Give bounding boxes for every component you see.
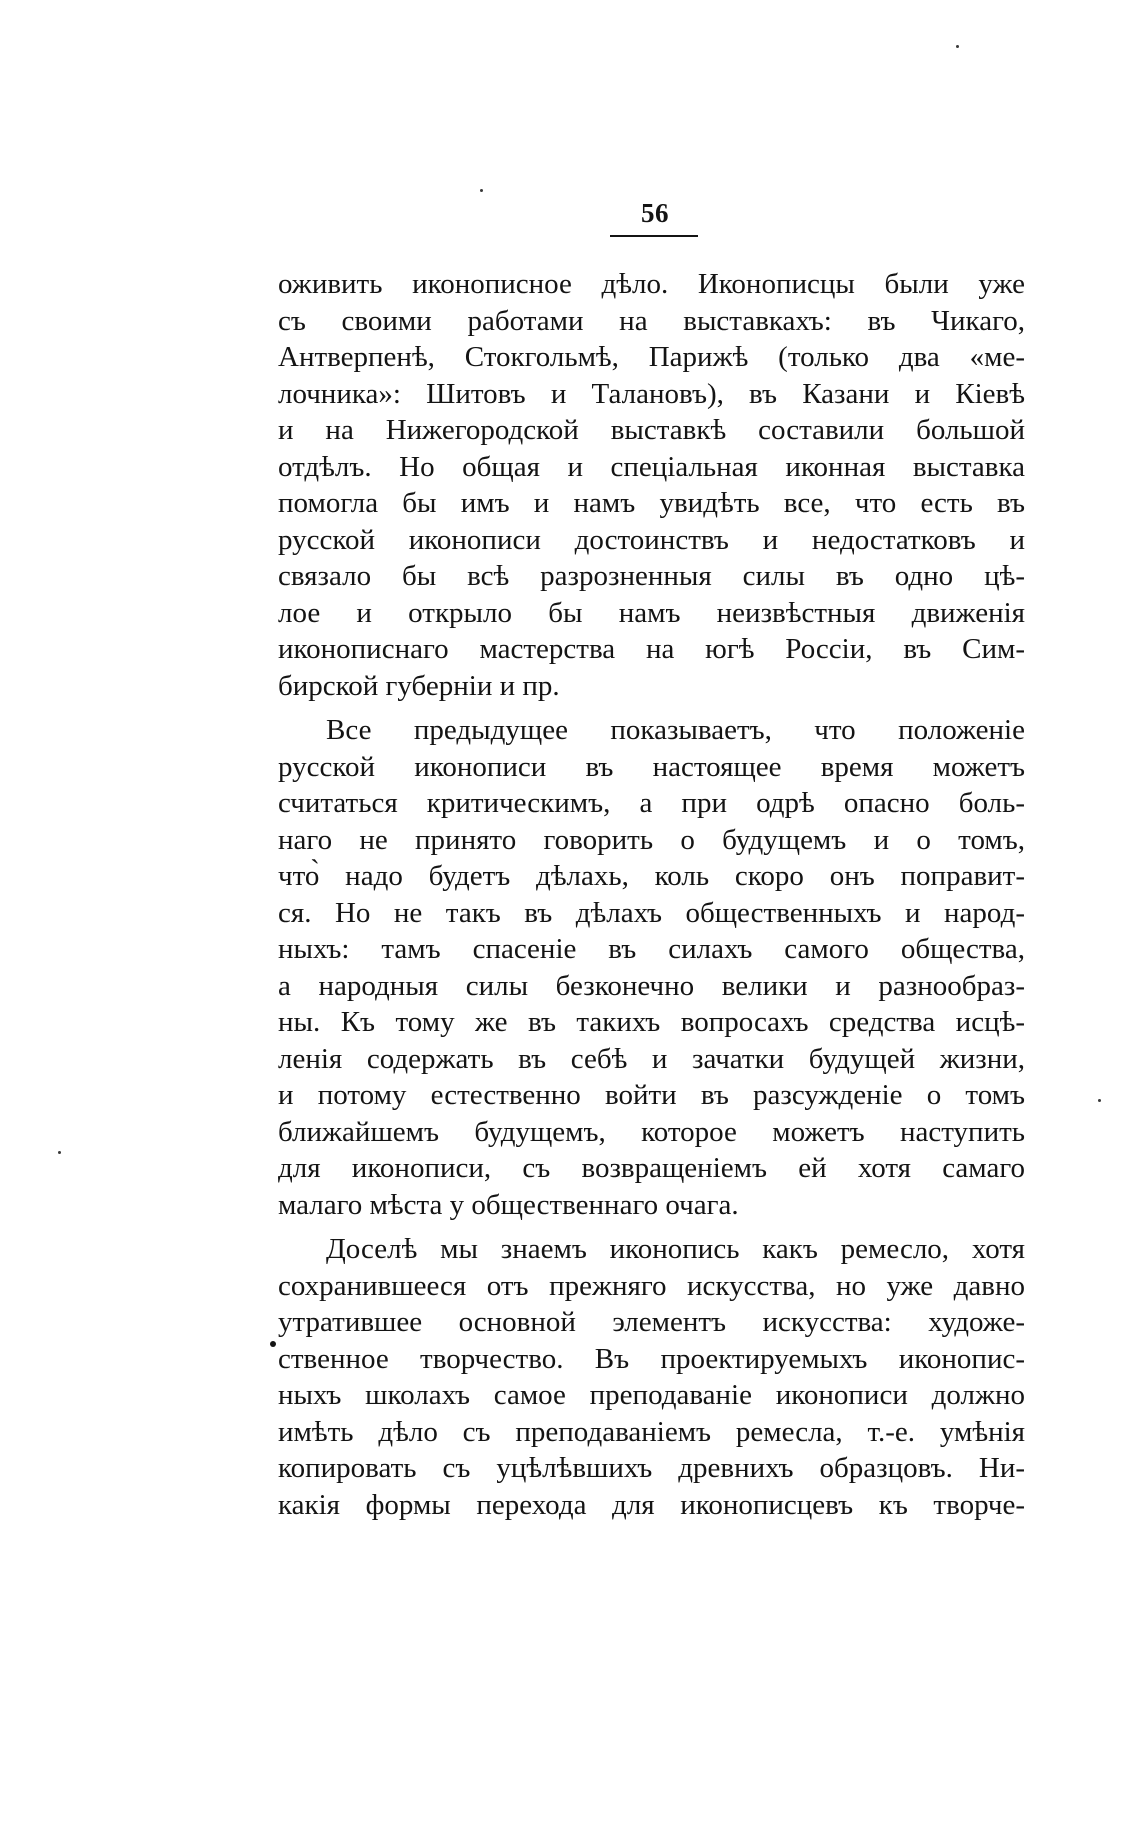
text-line: Доселѣ мы знаемъ иконопись какъ ремесло, хотя bbox=[326, 1233, 1025, 1265]
text-line: иконописнаго мастерства на югѣ Россіи, въ Сим- bbox=[278, 633, 1025, 665]
text-line: ся. Но не такъ въ дѣлахъ общественныхъ и народ- bbox=[278, 896, 1025, 929]
text-line: лое и открыло бы намъ неизвѣстныя движенія bbox=[278, 596, 1025, 629]
scan-speck bbox=[1098, 1099, 1101, 1102]
text-line: считаться критическимъ, а при одрѣ опасно боль- bbox=[278, 787, 1025, 819]
text-line: малаго мѣста у общественнаго очага. bbox=[278, 1188, 739, 1221]
text-line: связало бы всѣ разрозненныя силы въ одно цѣ- bbox=[278, 560, 1025, 592]
page-number: 56 bbox=[641, 198, 669, 228]
paragraph-gap bbox=[278, 704, 1025, 712]
text-line: копировать съ уцѣлѣвшихъ древнихъ образцовъ. Ни- bbox=[278, 1452, 1025, 1484]
text-line: ственное творчество. Въ проектируемыхъ иконопис- bbox=[278, 1342, 1025, 1375]
paragraph-1 bbox=[278, 266, 1025, 704]
text-line: и на Нижегородской выставкѣ составили большой bbox=[278, 414, 1025, 446]
text-line: русской иконописи въ настоящее время можетъ bbox=[278, 750, 1025, 783]
text-line: оживить иконописное дѣло. Иконописцы были уже bbox=[278, 268, 1025, 300]
text-line: ныхъ: тамъ спасеніе въ силахъ самого общества, bbox=[278, 933, 1025, 965]
text-line: для иконописи, съ возвращеніемъ ей хотя самаго bbox=[278, 1152, 1025, 1184]
text-line: что̀ надо будетъ дѣлахь, коль скоро онъ поправит- bbox=[278, 860, 1025, 892]
text-line: утратившее основной элементъ искусства: художе- bbox=[278, 1306, 1025, 1338]
text-line: русской иконописи достоинствъ и недостатковъ и bbox=[278, 523, 1025, 556]
text-line: сохранившееся отъ прежняго искусства, но уже давно bbox=[278, 1269, 1025, 1302]
text-line: ближайшемъ будущемъ, которое можетъ наступить bbox=[278, 1115, 1025, 1148]
margin-dot bbox=[270, 1341, 276, 1347]
text-line: Все предыдущее показываетъ, что положеніе bbox=[326, 714, 1025, 746]
paragraph-2 bbox=[278, 712, 1025, 1223]
page-number-rule bbox=[610, 235, 698, 237]
text-line: ны. Къ тому же въ такихъ вопросахъ средства исцѣ- bbox=[278, 1006, 1025, 1038]
text-line: а народныя силы безконечно велики и разнообраз- bbox=[278, 969, 1025, 1002]
text-line: и потому естественно войти въ разсужденіе о томъ bbox=[278, 1079, 1025, 1111]
text-line: Антверпенѣ, Стокгольмѣ, Парижѣ (только два «ме- bbox=[278, 341, 1025, 373]
text-line: бирской губерніи и пр. bbox=[278, 669, 560, 702]
scan-speck bbox=[480, 189, 483, 192]
text-line: отдѣлъ. Но общая и спеціальная иконная выставка bbox=[278, 450, 1025, 483]
text-line: ленія содержать въ себѣ и зачатки будущей жизни, bbox=[278, 1042, 1025, 1075]
body-text bbox=[278, 266, 1025, 1523]
scan-speck bbox=[58, 1151, 61, 1154]
paragraph-gap bbox=[278, 1223, 1025, 1231]
text-line: лочника»: Шитовъ и Талановъ), въ Казани и Кіевѣ bbox=[278, 377, 1025, 410]
text-line: съ своими работами на выставкахъ: въ Чикаго, bbox=[278, 304, 1025, 337]
text-line: наго не принято говорить о будущемъ и о томъ, bbox=[278, 823, 1025, 856]
text-line: имѣть дѣло съ преподаваніемъ ремесла, т.-е. умѣнія bbox=[278, 1415, 1025, 1448]
text-line: ныхъ школахъ самое преподаваніе иконописи должно bbox=[278, 1379, 1025, 1411]
text-line: какія формы перехода для иконописцевъ къ творче- bbox=[278, 1488, 1025, 1521]
scan-speck bbox=[956, 45, 959, 48]
paragraph-3 bbox=[278, 1231, 1025, 1523]
text-line: помогла бы имъ и намъ увидѣть все, что есть въ bbox=[278, 487, 1025, 519]
